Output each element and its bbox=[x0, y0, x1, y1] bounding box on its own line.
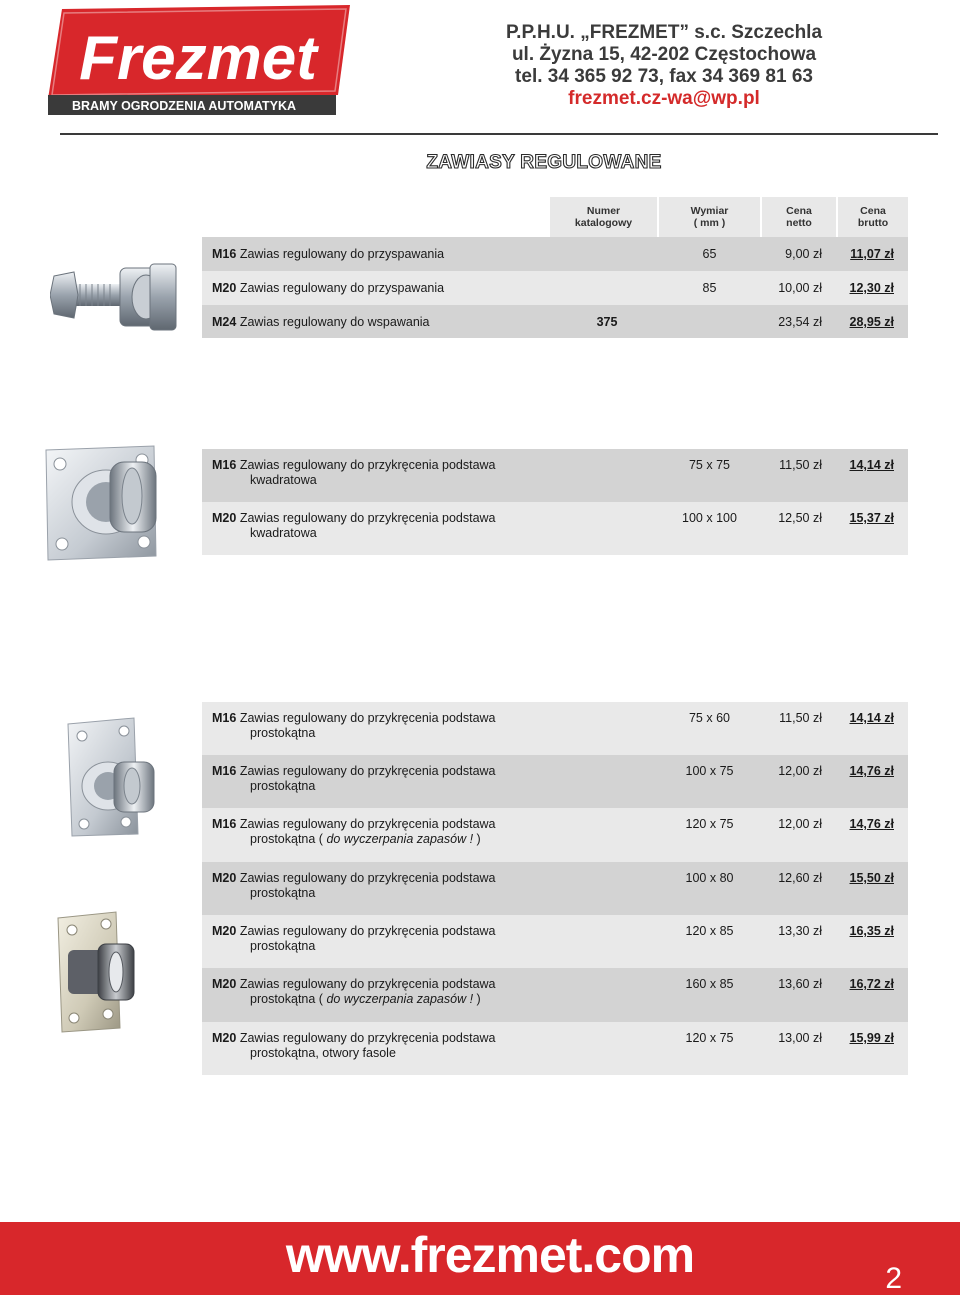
table-row bbox=[202, 1022, 908, 1075]
row-dimension: 100 x 75 bbox=[685, 764, 734, 778]
row-net-price: 9,00 zł bbox=[785, 247, 822, 261]
row-net-price: 23,54 zł bbox=[778, 315, 822, 329]
row-name-cont: kwadratowa bbox=[250, 526, 317, 540]
row-dimension: 65 bbox=[702, 247, 717, 261]
row-code: M20 bbox=[212, 281, 237, 295]
row-code: M16 bbox=[212, 711, 237, 725]
row-stock-note: do wyczerpania zapasów ! bbox=[326, 832, 474, 846]
row-name-cont: prostokątna ( bbox=[250, 832, 327, 846]
header-catalog-line2: katalogowy bbox=[574, 217, 633, 229]
logo-tagline: BRAMY OGRODZENIA AUTOMATYKA bbox=[72, 99, 297, 113]
row-net-price: 12,50 zł bbox=[778, 511, 822, 525]
row-dimension: 160 x 85 bbox=[685, 977, 734, 991]
row-name: Zawias regulowany do przykręcenia podstawa bbox=[239, 711, 496, 725]
page-number: 2 bbox=[885, 1262, 902, 1295]
row-name-cont: kwadratowa bbox=[250, 473, 317, 487]
row-gross-price: 16,35 zł bbox=[849, 924, 894, 938]
row-code: M20 bbox=[212, 511, 237, 525]
zinc-plate-hinge-image bbox=[56, 910, 140, 1034]
row-name-cont: prostokątna bbox=[250, 939, 316, 953]
square-plate-hinge-image bbox=[44, 444, 166, 562]
header-net-line2: netto bbox=[786, 217, 812, 229]
row-gross-price: 12,30 zł bbox=[849, 281, 894, 295]
row-code: M16 bbox=[212, 247, 237, 261]
row-name-end: ) bbox=[473, 832, 481, 846]
row-net-price: 13,00 zł bbox=[778, 1031, 822, 1045]
weld-on-hinge-image bbox=[50, 262, 180, 332]
row-net-price: 12,60 zł bbox=[778, 871, 822, 885]
row-dimension: 120 x 75 bbox=[685, 817, 734, 831]
table-row bbox=[202, 305, 908, 338]
row-code: M20 bbox=[212, 1031, 237, 1045]
row-catalog-number: 375 bbox=[596, 315, 618, 329]
header-dimension-line1: Wymiar bbox=[690, 205, 729, 217]
row-gross-price: 15,50 zł bbox=[849, 871, 894, 885]
row-name: Zawias regulowany do przykręcenia podstawa bbox=[239, 511, 496, 525]
row-name: Zawias regulowany do wspawania bbox=[239, 315, 430, 329]
table-row bbox=[202, 702, 908, 755]
row-gross-price: 16,72 zł bbox=[849, 977, 894, 991]
row-code: M16 bbox=[212, 458, 237, 472]
row-gross-price: 14,76 zł bbox=[849, 817, 894, 831]
row-stock-note: do wyczerpania zapasów ! bbox=[326, 992, 474, 1006]
header-catalog bbox=[550, 197, 657, 237]
row-net-price: 11,50 zł bbox=[779, 711, 822, 725]
header-gross-price bbox=[838, 197, 908, 237]
company-email[interactable]: frezmet.cz-wa@wp.pl bbox=[568, 88, 760, 109]
header-divider bbox=[60, 133, 938, 135]
company-phone: tel. 34 365 92 73, fax 34 369 81 63 bbox=[515, 66, 813, 87]
row-name: Zawias regulowany do przykręcenia podstawa bbox=[239, 871, 496, 885]
row-dimension: 75 x 75 bbox=[688, 458, 730, 472]
table-row bbox=[202, 449, 908, 502]
frezmet-logo bbox=[48, 5, 350, 115]
footer-bar bbox=[0, 1222, 960, 1295]
row-name: Zawias regulowany do przykręcenia podstawa bbox=[239, 458, 496, 472]
row-code: M20 bbox=[212, 924, 237, 938]
header-gross-line2: brutto bbox=[857, 217, 889, 229]
row-gross-price: 15,99 zł bbox=[849, 1031, 894, 1045]
table-row bbox=[202, 755, 908, 808]
footer-website-link[interactable]: www.frezmet.com bbox=[285, 1227, 695, 1283]
row-net-price: 12,00 zł bbox=[778, 817, 822, 831]
row-net-price: 10,00 zł bbox=[778, 281, 822, 295]
row-name: Zawias regulowany do przykręcenia podstawa bbox=[239, 817, 496, 831]
table-row bbox=[202, 915, 908, 968]
row-dimension: 85 bbox=[702, 281, 717, 295]
row-gross-price: 14,76 zł bbox=[849, 764, 894, 778]
company-info bbox=[464, 22, 864, 110]
table-row bbox=[202, 862, 908, 915]
row-gross-price: 14,14 zł bbox=[849, 458, 894, 472]
row-gross-price: 11,07 zł bbox=[850, 247, 894, 261]
row-name: Zawias regulowany do przykręcenia podstawa bbox=[239, 764, 496, 778]
row-dimension: 75 x 60 bbox=[688, 711, 730, 725]
row-name-cont: prostokątna ( bbox=[250, 992, 327, 1006]
table-row bbox=[202, 968, 908, 1022]
header-dimension-line2: ( mm ) bbox=[693, 217, 726, 229]
logo-brand: Frezmet bbox=[79, 24, 317, 93]
row-net-price: 12,00 zł bbox=[778, 764, 822, 778]
row-name-end: ) bbox=[473, 992, 481, 1006]
row-name: Zawias regulowany do przyspawania bbox=[239, 281, 445, 295]
page-title: ZAWIASY REGULOWANE bbox=[426, 152, 662, 173]
header-catalog-line1: Numer bbox=[586, 205, 621, 217]
row-name-cont: prostokątna bbox=[250, 726, 316, 740]
row-code: M20 bbox=[212, 871, 237, 885]
row-gross-price: 14,14 zł bbox=[849, 711, 894, 725]
row-dimension: 100 x 100 bbox=[682, 511, 737, 525]
row-name: Zawias regulowany do przykręcenia podstawa bbox=[239, 1031, 496, 1045]
row-name: Zawias regulowany do przykręcenia podstawa bbox=[239, 977, 496, 991]
row-name-cont: prostokątna, otwory fasole bbox=[250, 1046, 396, 1060]
row-dimension: 120 x 85 bbox=[685, 924, 734, 938]
header-gross-line1: Cena bbox=[860, 205, 886, 217]
row-gross-price: 28,95 zł bbox=[849, 315, 894, 329]
row-net-price: 13,60 zł bbox=[778, 977, 822, 991]
table-row bbox=[202, 808, 908, 862]
rectangular-plate-hinge-image bbox=[64, 716, 156, 838]
row-net-price: 11,50 zł bbox=[779, 458, 822, 472]
table-row bbox=[202, 237, 908, 271]
row-code: M16 bbox=[212, 764, 237, 778]
company-name: P.P.H.U. „FREZMET” s.c. Szczechla bbox=[505, 22, 823, 43]
row-code: M16 bbox=[212, 817, 237, 831]
row-net-price: 13,30 zł bbox=[778, 924, 822, 938]
row-name-cont: prostokątna bbox=[250, 886, 316, 900]
row-dimension: 100 x 80 bbox=[685, 871, 734, 885]
company-address: ul. Żyzna 15, 42-202 Częstochowa bbox=[511, 44, 817, 65]
row-name-cont: prostokątna bbox=[250, 779, 316, 793]
row-gross-price: 15,37 zł bbox=[849, 511, 894, 525]
table-row bbox=[202, 502, 908, 555]
header-dimension bbox=[659, 197, 760, 237]
row-name: Zawias regulowany do przyspawania bbox=[239, 247, 445, 261]
header-net-price bbox=[762, 197, 836, 237]
row-code: M20 bbox=[212, 977, 237, 991]
row-code: M24 bbox=[212, 315, 237, 329]
table-row bbox=[202, 271, 908, 305]
header-net-line1: Cena bbox=[786, 205, 812, 217]
row-dimension: 120 x 75 bbox=[685, 1031, 734, 1045]
row-name: Zawias regulowany do przykręcenia podstawa bbox=[239, 924, 496, 938]
